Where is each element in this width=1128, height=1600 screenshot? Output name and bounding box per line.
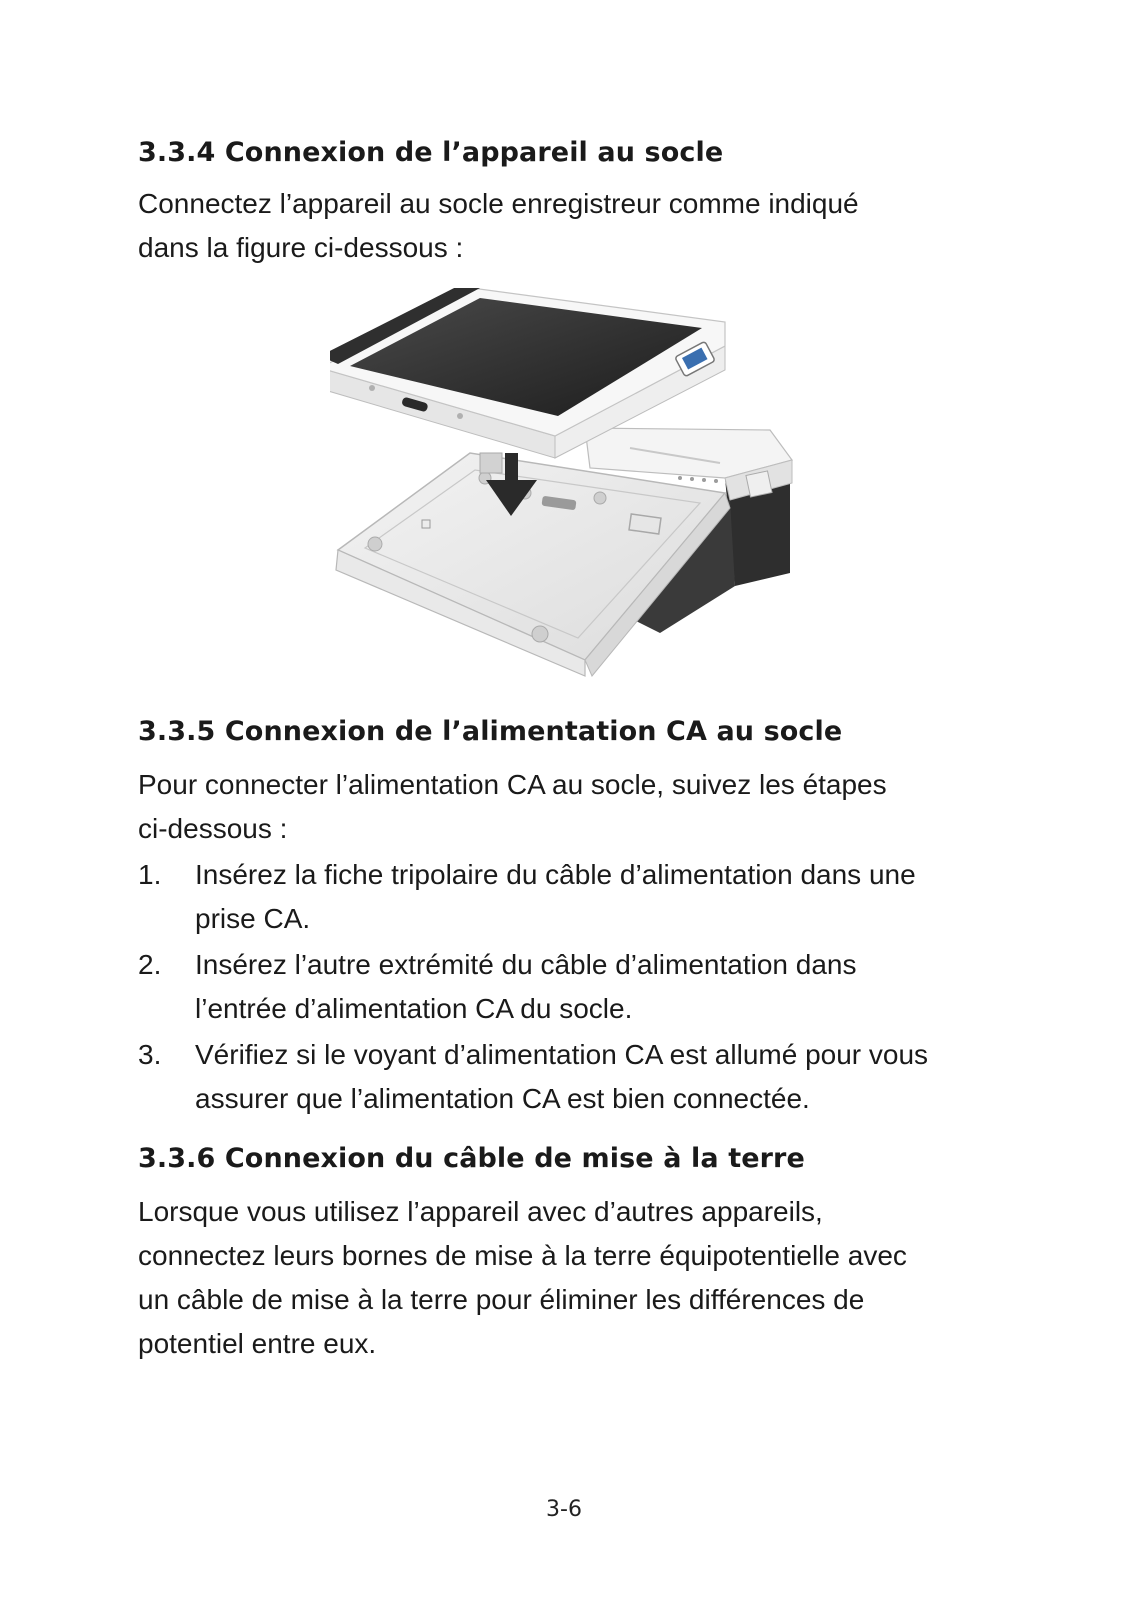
list-item (138, 853, 1018, 941)
step-number: 2. (138, 949, 162, 980)
step-line: assurer que l’alimentation CA est bien connectée. (195, 1083, 810, 1114)
step-text (195, 853, 1018, 941)
paragraph-line: dans la figure ci-dessous : (138, 232, 464, 263)
step-line: Insérez l’autre extrémité du câble d’alimentation dans (195, 949, 857, 980)
step-number: 1. (138, 859, 162, 890)
section-heading-3-3-5: 3.3.5 Connexion de l’alimentation CA au socle (138, 716, 843, 747)
paragraph-line: connectez leurs bornes de mise à la terre équipotentielle avec (138, 1240, 907, 1271)
step-text (195, 1033, 1018, 1121)
section-3-3-6-paragraph (138, 1190, 1018, 1366)
paragraph-line: Lorsque vous utilisez l’appareil avec d’autres appareils, (138, 1196, 823, 1227)
step-line: l’entrée d’alimentation CA du socle. (195, 993, 633, 1024)
list-item (138, 943, 1018, 1031)
paragraph-line: un câble de mise à la terre pour éliminer les différences de (138, 1284, 865, 1315)
step-line: prise CA. (195, 903, 311, 934)
paragraph-line: Pour connecter l’alimentation CA au socle, suivez les étapes (138, 769, 887, 800)
paragraph-line: ci-dessous : (138, 813, 288, 844)
paragraph-line: potentiel entre eux. (138, 1328, 377, 1359)
step-text (195, 943, 1018, 1031)
steps-list (138, 853, 1018, 1123)
section-3-3-4-paragraph (138, 182, 1018, 270)
step-line: Insérez la fiche tripolaire du câble d’alimentation dans une (195, 859, 916, 890)
paragraph-line: Connectez l’appareil au socle enregistreur comme indiqué (138, 188, 859, 219)
docking-base-icon (336, 428, 792, 676)
section-3-3-5-paragraph (138, 763, 1018, 851)
list-item (138, 1033, 1018, 1121)
docking-figure (330, 288, 810, 698)
step-line: Vérifiez si le voyant d’alimentation CA est allumé pour vous (195, 1039, 929, 1070)
step-number: 3. (138, 1039, 162, 1070)
section-heading-3-3-6: 3.3.6 Connexion du câble de mise à la terre (138, 1143, 805, 1174)
section-heading-3-3-4: 3.3.4 Connexion de l’appareil au socle (138, 137, 724, 168)
device-docking-illustration (330, 288, 810, 698)
page-number: 3-6 (546, 1497, 582, 1522)
